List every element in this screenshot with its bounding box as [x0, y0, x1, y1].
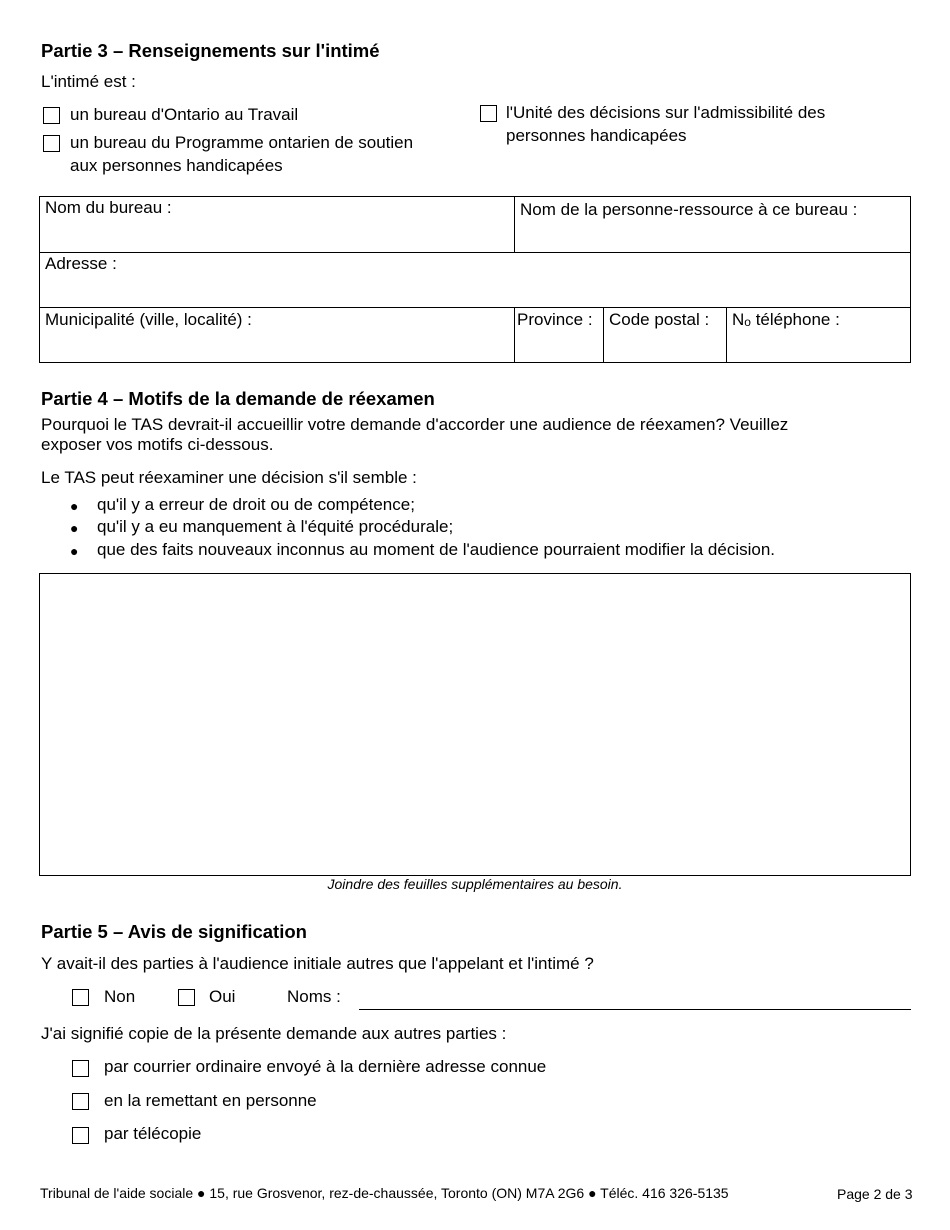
criterion-2: qu'il y a eu manquement à l'équité procédurale;: [97, 517, 454, 536]
method-in-person-label: en la remettant en personne: [104, 1091, 317, 1110]
table-col-divider-4: [726, 307, 727, 363]
option-dau-label-line1: l'Unité des décisions sur l'admissibilité des: [506, 103, 826, 122]
no-checkbox[interactable]: [72, 989, 89, 1006]
names-label: Noms :: [287, 987, 341, 1006]
phone-rest: téléphone :: [750, 310, 840, 329]
part4-heading: Partie 4 – Motifs de la demande de réexamen: [41, 388, 435, 409]
table-row-divider-1: [39, 252, 911, 253]
office-name-field[interactable]: Nom du bureau :: [45, 198, 172, 217]
phone-sup: o: [744, 315, 751, 329]
option-odsp-checkbox[interactable]: [43, 135, 60, 152]
names-input[interactable]: [359, 989, 911, 1010]
option-dau-checkbox[interactable]: [480, 105, 497, 122]
part4-question-line1: Pourquoi le TAS devrait-il accueillir votre demande d'accorder une audience de réexamen? Veuillez: [41, 415, 789, 434]
part4-criteria-intro: Le TAS peut réexaminer une décision s'il semble :: [41, 468, 417, 487]
option-ontario-works-checkbox[interactable]: [43, 107, 60, 124]
contact-name-field[interactable]: Nom de la personne-ressource à ce bureau :: [520, 200, 858, 219]
option-odsp-label-line1: un bureau du Programme ontarien de soutien: [70, 133, 414, 152]
yes-checkbox[interactable]: [178, 989, 195, 1006]
option-ontario-works-label: un bureau d'Ontario au Travail: [70, 105, 299, 124]
criterion-3: que des faits nouveaux inconnus au moment de l'audience pourraient modifier la décision.: [97, 540, 775, 559]
part3-intro: L'intimé est :: [41, 72, 136, 91]
page-number: Page 2 de 3: [837, 1186, 913, 1202]
table-row-divider-2: [39, 307, 911, 308]
option-dau-label-line2: personnes handicapées: [506, 126, 687, 145]
option-odsp-label-line2: aux personnes handicapées: [70, 156, 283, 175]
reasons-textarea[interactable]: [39, 573, 911, 876]
method-fax-label: par télécopie: [104, 1124, 202, 1143]
bullet-icon: ●: [70, 543, 79, 559]
footer-address: Tribunal de l'aide sociale ● 15, rue Grosvenor, rez-de-chaussée, Toronto (ON) M7A 2G6 ● Téléc. 416 326-5135: [40, 1185, 729, 1201]
part4-question-line2: exposer vos motifs ci-dessous.: [41, 435, 274, 454]
bullet-icon: ●: [70, 498, 79, 514]
address-field[interactable]: Adresse :: [45, 254, 117, 273]
method-fax-checkbox[interactable]: [72, 1127, 89, 1144]
table-col-divider-2: [514, 307, 515, 363]
method-mail-checkbox[interactable]: [72, 1060, 89, 1077]
phone-prefix: N: [732, 310, 745, 329]
criterion-1: qu'il y a erreur de droit ou de compétence;: [97, 495, 415, 514]
part5-question: Y avait-il des parties à l'audience initiale autres que l'appelant et l'intimé ?: [41, 954, 594, 973]
supplementary-note: Joindre des feuilles supplémentaires au besoin.: [327, 876, 623, 892]
municipality-field[interactable]: Municipalité (ville, localité) :: [45, 310, 252, 329]
served-intro: J'ai signifié copie de la présente demande aux autres parties :: [41, 1024, 507, 1043]
table-col-divider-3: [603, 307, 604, 363]
province-field[interactable]: Province :: [517, 310, 593, 329]
part5-heading: Partie 5 – Avis de signification: [41, 921, 307, 942]
method-in-person-checkbox[interactable]: [72, 1093, 89, 1110]
yes-label: Oui: [209, 987, 236, 1006]
respondent-table: [39, 196, 911, 363]
part3-heading: Partie 3 – Renseignements sur l'intimé: [41, 40, 380, 61]
postal-code-field[interactable]: Code postal :: [609, 310, 710, 329]
table-col-divider-1: [514, 196, 515, 252]
method-mail-label: par courrier ordinaire envoyé à la dernière adresse connue: [104, 1057, 547, 1076]
phone-field[interactable]: [732, 310, 840, 330]
no-label: Non: [104, 987, 136, 1006]
bullet-icon: ●: [70, 520, 79, 536]
